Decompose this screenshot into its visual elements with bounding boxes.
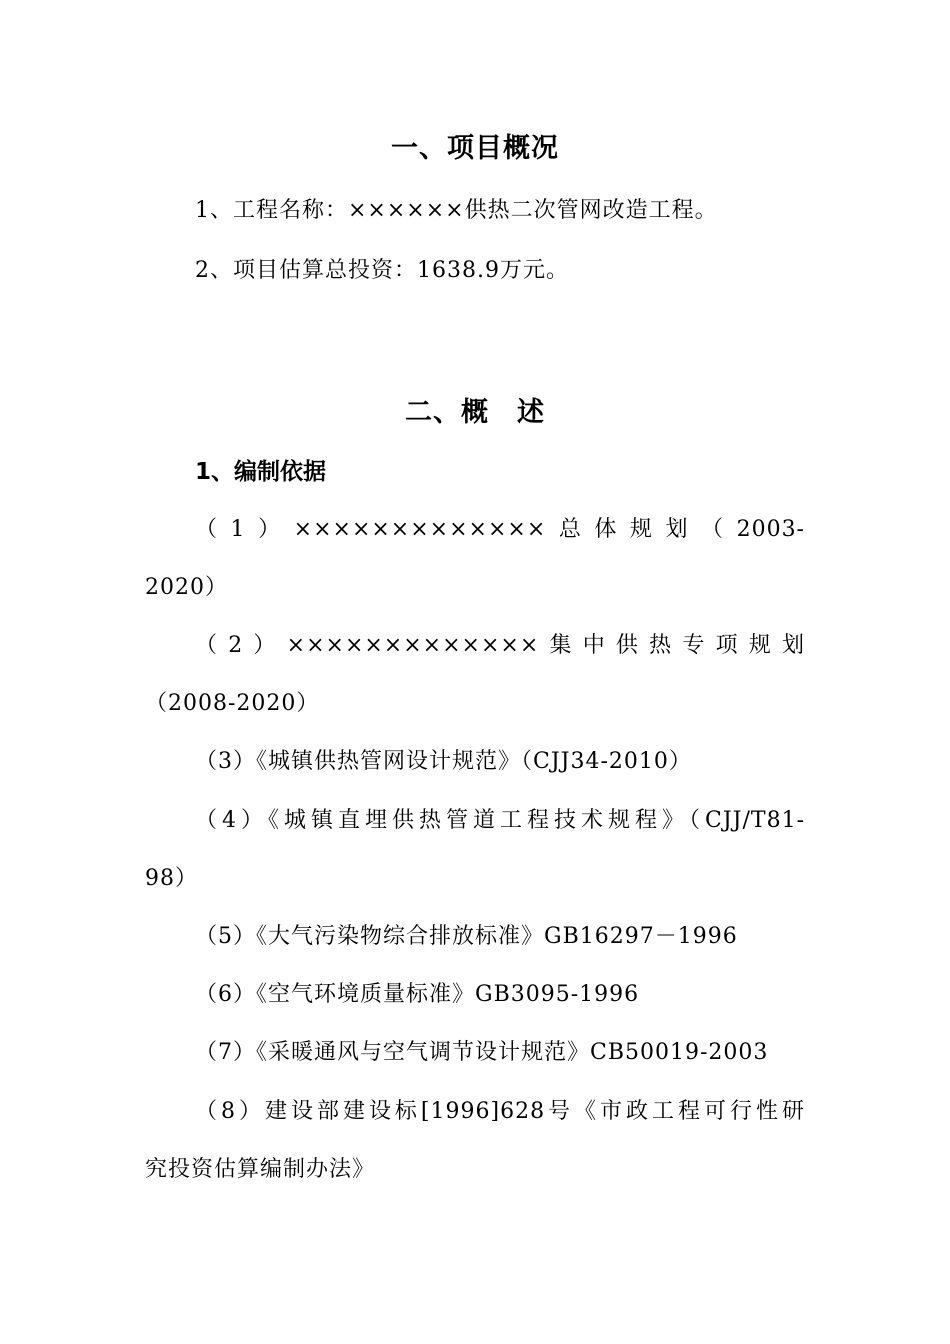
subsection-basis-title: 1、编制依据 [195, 459, 327, 485]
basis-line-8a: （8）建设部建设标[1996]628号《市政工程可行性研 [195, 1099, 805, 1124]
section-2-title: 二、概 述 [405, 397, 545, 428]
basis-line-4b: 98） [145, 866, 198, 891]
basis-line-1b: 2020） [145, 575, 228, 600]
basis-line-6: （6）《空气环境质量标准》GB3095-1996 [195, 982, 640, 1007]
basis-line-5: （5）《大气污染物综合排放标准》GB16297－1996 [195, 924, 738, 949]
basis-line-3: （3）《城镇供热管网设计规范》（CJJ34-2010） [195, 749, 692, 774]
basis-line-7: （7）《采暖通风与空气调节设计规范》CB50019-2003 [195, 1040, 769, 1065]
basis-line-2b: （2008-2020） [145, 691, 320, 716]
section-1-title: 一、项目概况 [391, 133, 559, 164]
basis-line-4a: （4）《城镇直埋供热管道工程技术规程》（CJJ/T81- [195, 808, 805, 833]
project-investment-line: 2、项目估算总投资：1638.9万元。 [195, 258, 569, 283]
basis-line-1a: （1）×××××××××××××总体规划（2003- [195, 517, 805, 542]
basis-line-8b: 究投资估算编制办法》 [145, 1157, 376, 1182]
basis-line-2a: （2）×××××××××××××集中供热专项规划 [195, 633, 805, 658]
project-name-line: 1、工程名称：××××××供热二次管网改造工程。 [195, 198, 718, 223]
